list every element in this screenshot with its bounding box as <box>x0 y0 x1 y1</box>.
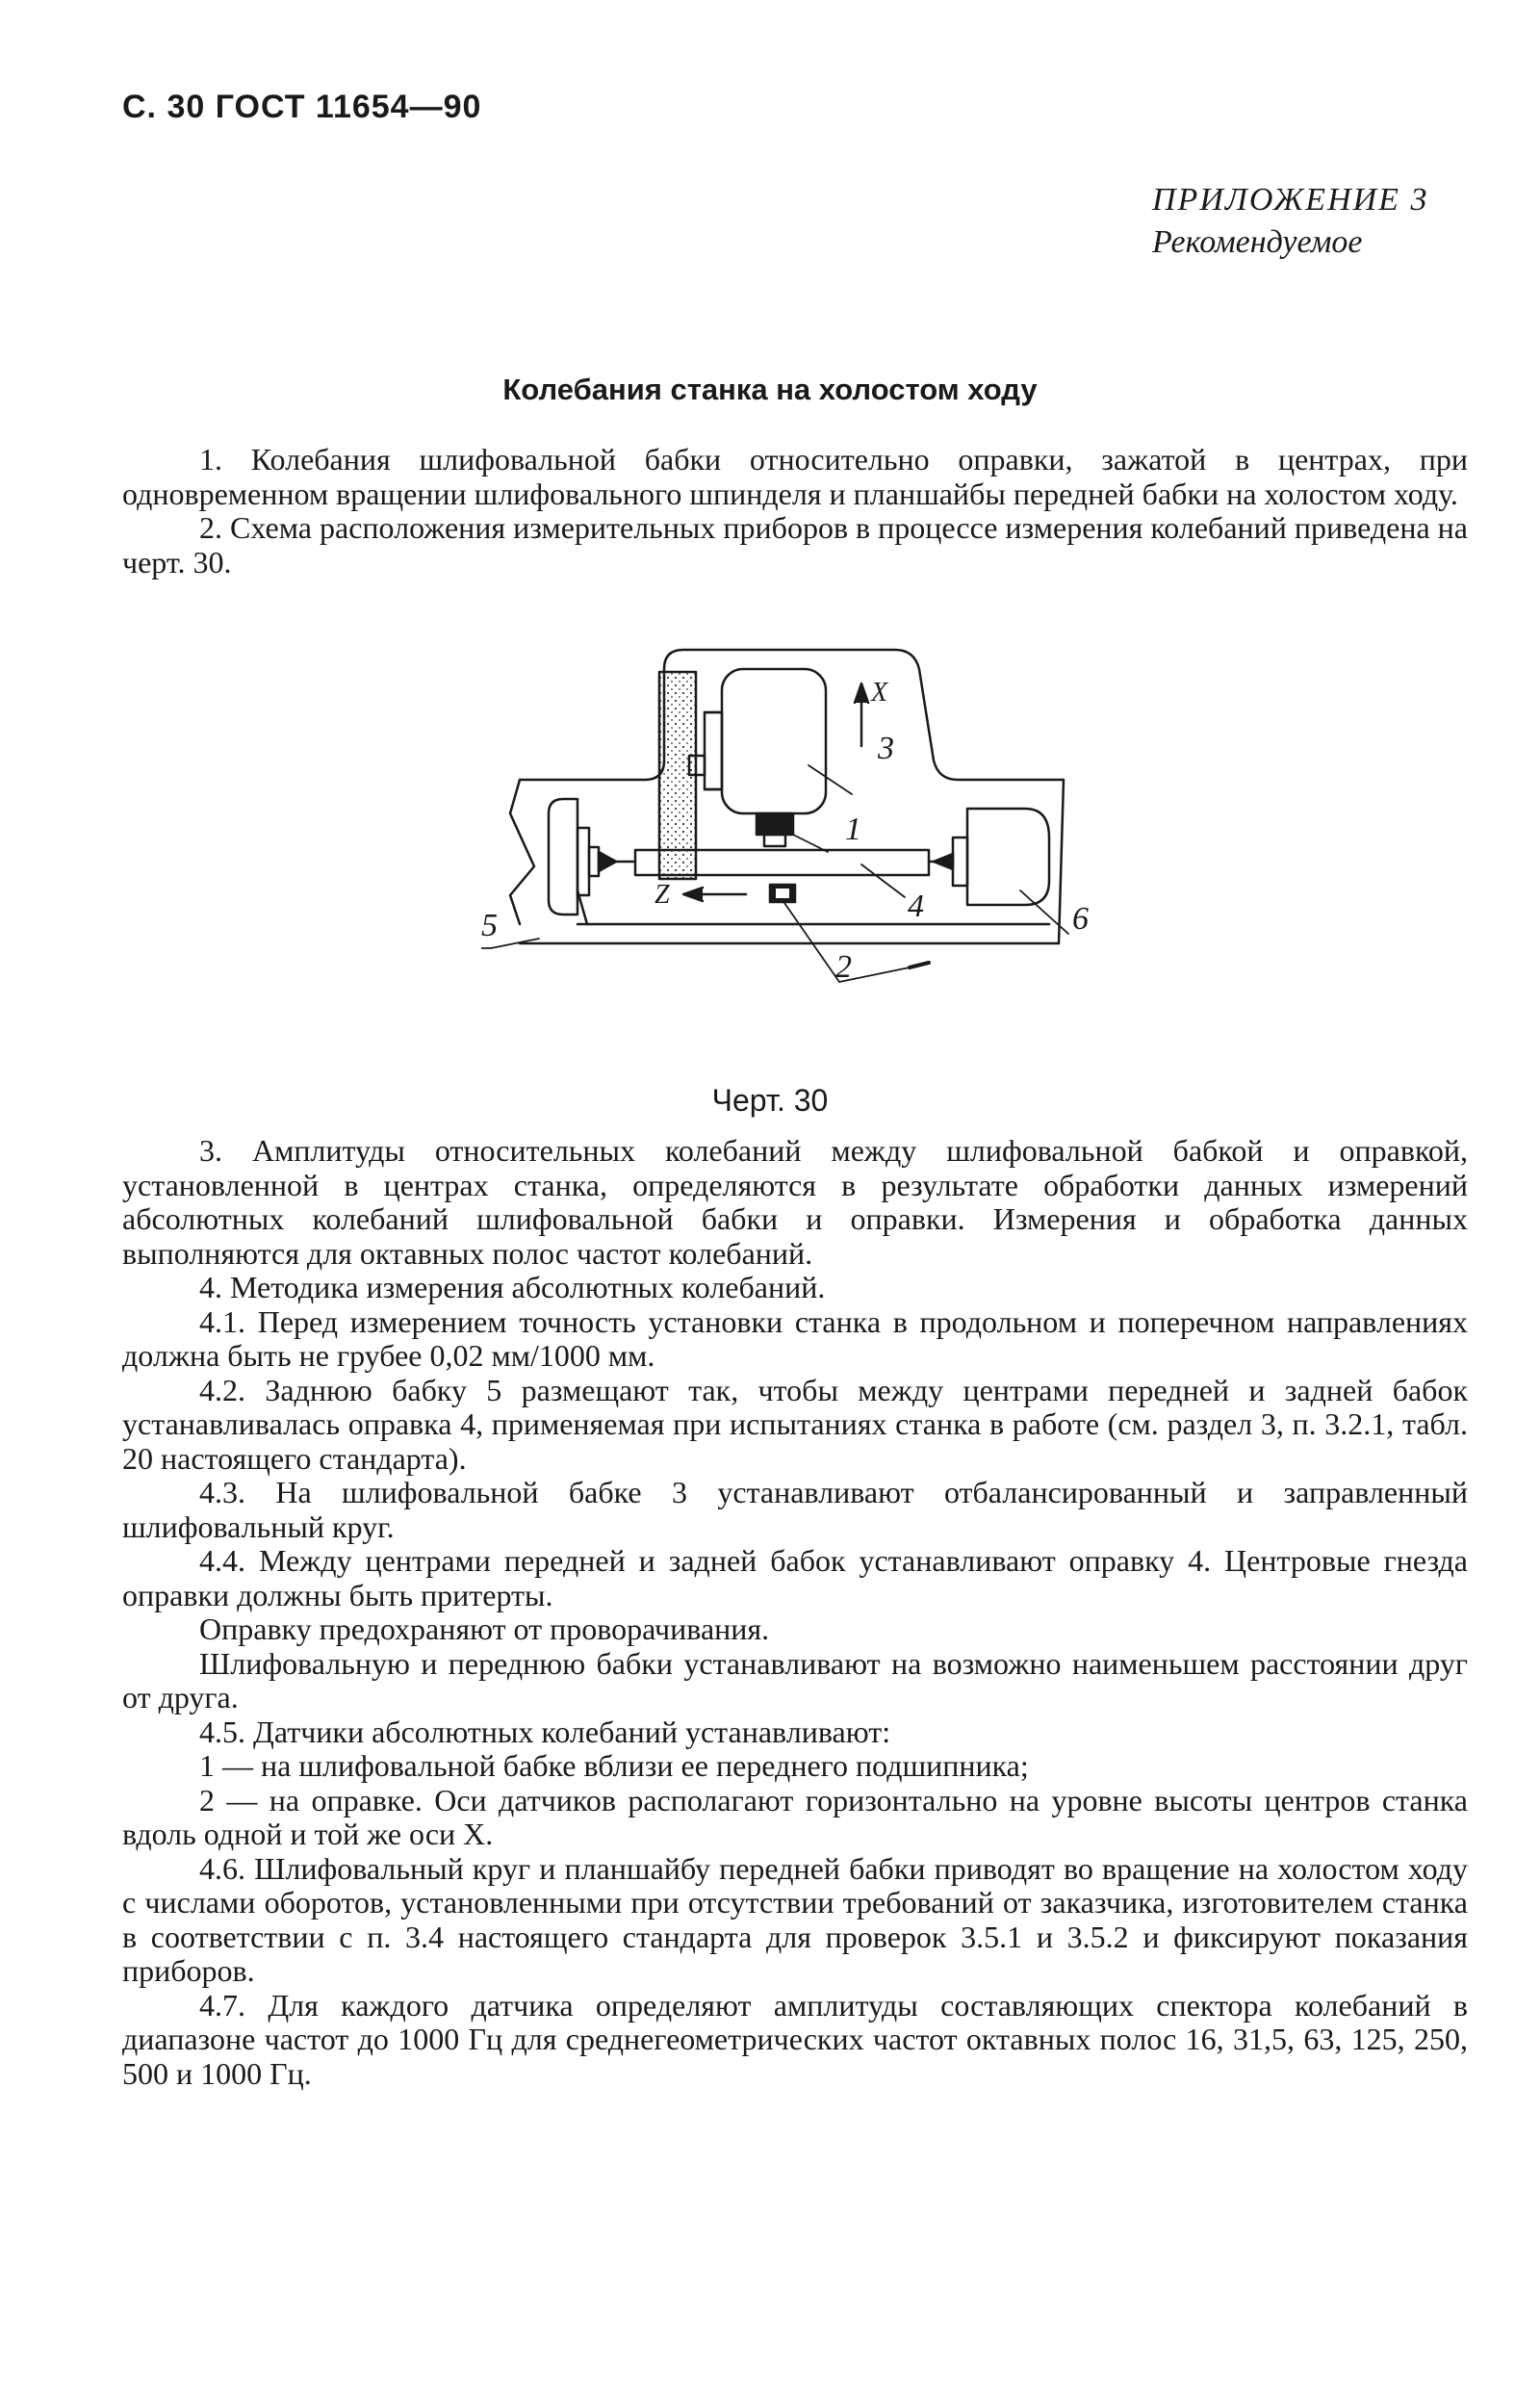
paragraph-4-5: 4.5. Датчики абсолютных колебаний устанавливают: <box>199 1714 891 1749</box>
paragraph-4-4-b: Шлифовальную и переднюю бабки устанавливают на возможно наименьшем расстоянии друг от друга. <box>122 1645 1468 1714</box>
label-3: 3 <box>878 731 894 766</box>
headstock <box>549 799 578 915</box>
label-6: 6 <box>1072 901 1089 937</box>
appendix-heading <box>1152 179 1470 264</box>
sensor-1 <box>757 813 793 835</box>
paragraph-4-1: 4.1. Перед измерением точность установки станка в продольном и поперечном направлениях должна быть не грубее 0,02 мм/1000 мм. <box>122 1303 1468 1373</box>
paragraph-1: 1. Колебания шлифовальной бабки относительно оправки, зажатой в центрах, при одновременном вращении шлифовального шпинделя и планшайбы передней бабки на холостом ходу. <box>122 442 1468 511</box>
paragraph-4-6: 4.6. Шлифовальный круг и планшайбу передней бабки приводят во вращение на холостом ходу с числами оборотов, установленными при отсутствии требований от заказчика, изготовителем станка в соответствии с п. 3.4 настоящего стандарта для проверок 3.5.1 и 3.5.2 и фиксируют показания приборов. <box>122 1850 1468 1988</box>
axis-z-label: Z <box>654 880 670 910</box>
paragraph-4-4-a: Оправку предохраняют от проворачивания. <box>199 1611 770 1646</box>
label-2: 2 <box>835 949 852 985</box>
paragraph-4-2: 4.2. Заднюю бабку 5 размещают так, чтобы между центрами передней и задней бабок устанавливалась оправка 4, применяемая при испытаниях станка в работе (см. раздел 3, п. 3.2.1, табл. 20 настоящего стандарта). <box>122 1372 1468 1476</box>
paragraph-2: 2. Схема расположения измерительных приборов в процессе измерения колебаний приведена на черт. 30. <box>122 510 1468 580</box>
paragraph-4-5-item-1: 1 — на шлифовальной бабке вблизи ее переднего подшипника; <box>199 1748 1029 1783</box>
section-title: Колебания станка на холостом ходу <box>502 373 1038 406</box>
appendix-title: ПРИЛОЖЕНИЕ 3 <box>1152 182 1429 218</box>
machine-diagram <box>481 645 1097 1069</box>
text-block-bottom <box>122 1134 1468 2091</box>
page-header: С. 30 ГОСТ 11654—90 <box>122 89 482 125</box>
grinding-head <box>722 669 826 813</box>
paragraph-4-3: 4.3. На шлифовальной бабке 3 устанавливают отбалансированный и заправленный шлифовальный круг. <box>122 1475 1468 1544</box>
paragraph-4-7: 4.7. Для каждого датчика определяют амплитуды составляющих спектора колебаний в диапазоне частот до 1000 Гц для среднегеометрических частот октавных полос 16, 31,5, 63, 125, 250, 500 и 1000 Гц. <box>122 1987 1468 2091</box>
text-block-top <box>122 443 1468 580</box>
tailstock <box>967 809 1049 905</box>
figure-caption: Черт. 30 <box>711 1083 829 1118</box>
axis-x-label: X <box>871 678 888 708</box>
label-1: 1 <box>845 812 861 847</box>
paragraph-4: 4. Методика измерения абсолютных колебаний. <box>199 1270 826 1304</box>
label-4: 4 <box>908 889 924 924</box>
paragraph-3: 3. Амплитуды относительных колебаний между шлифовальной бабкой и оправкой, установленной в центрах станка, определяются в результате обработки данных измерений абсолютных колебаний шлифовальной бабки и оправки. Измерения и обработка данных выполняются для октавных полос частот колебаний. <box>122 1133 1468 1271</box>
paragraph-4-4: 4.4. Между центрами передней и задней бабок устанавливают оправку 4. Центровые гнезда оправки должны быть притерты. <box>122 1543 1468 1612</box>
appendix-subtitle: Рекомендуемое <box>1152 224 1363 260</box>
paragraph-4-5-item-2: 2 — на оправке. Оси датчиков располагают горизонтально на уровне высоты центров станка вдоль одной и той же оси X. <box>122 1782 1468 1851</box>
label-5: 5 <box>481 908 498 943</box>
